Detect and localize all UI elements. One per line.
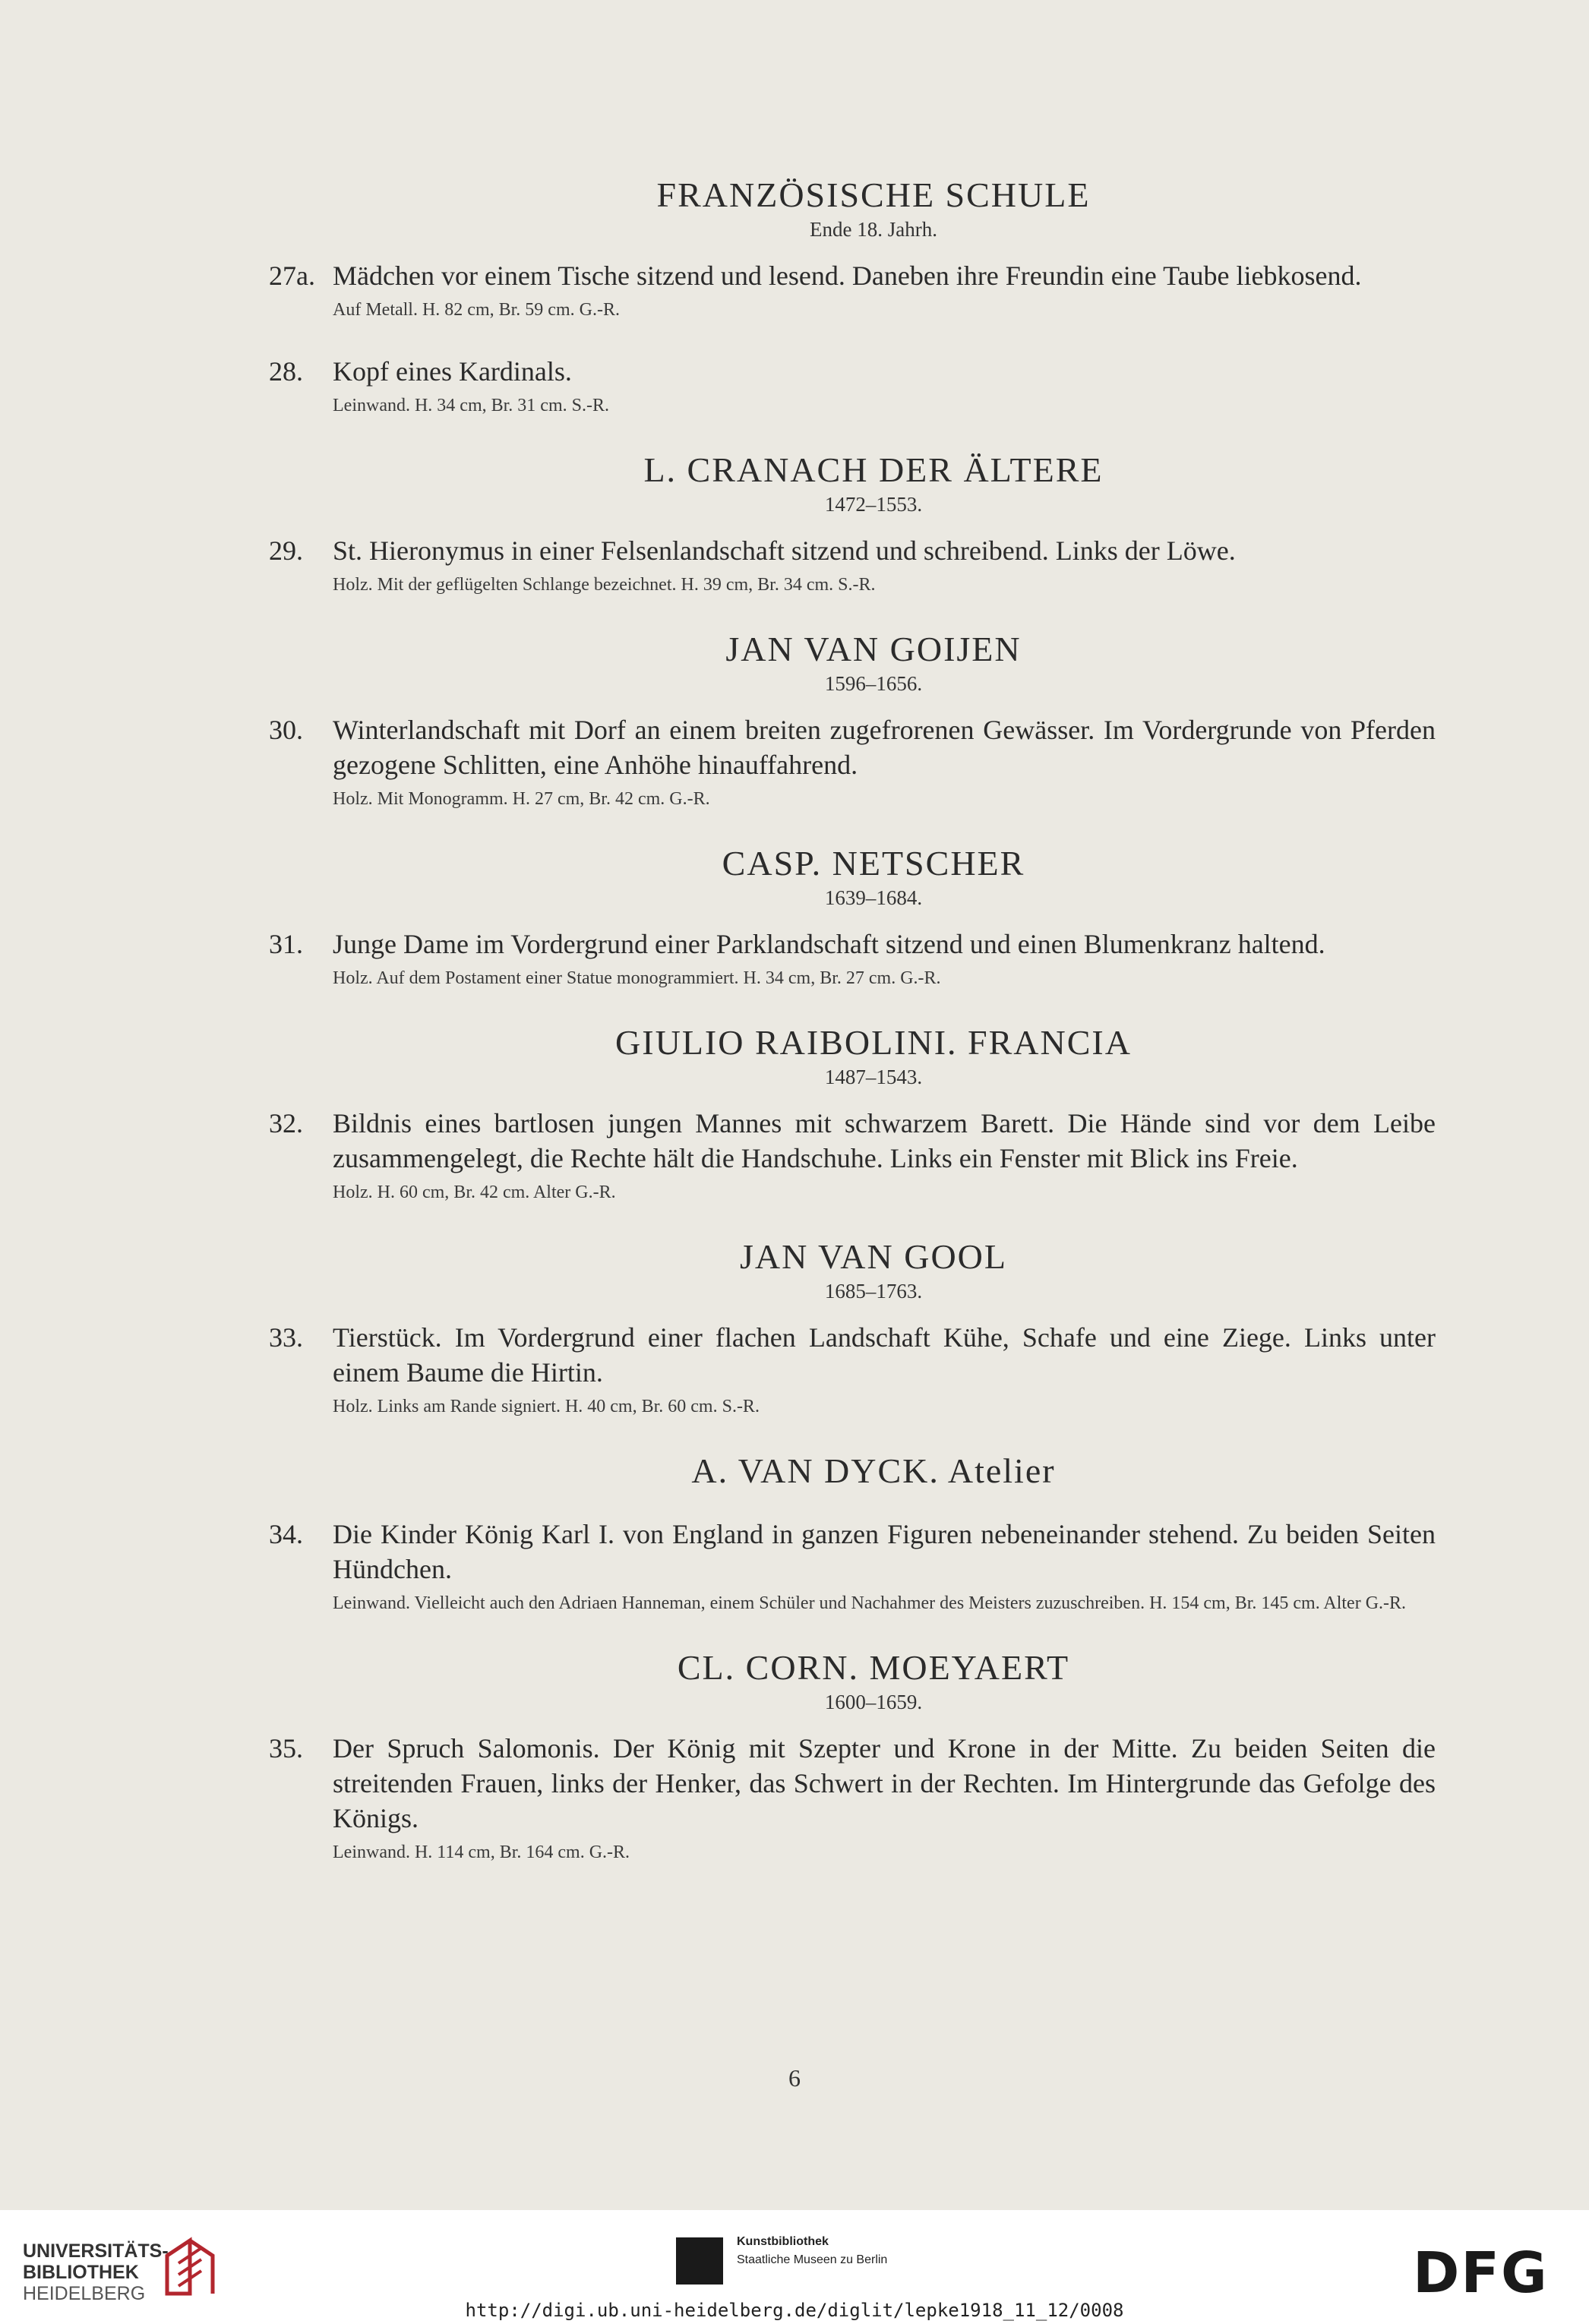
- artist-heading: JAN VAN GOIJEN: [725, 630, 1022, 668]
- footer-bar: [0, 2210, 1589, 2324]
- artist-dates: [311, 1494, 1436, 1500]
- entry-number: 35.: [269, 1733, 303, 1764]
- entry-title: Bildnis eines bartlosen jungen Mannes mit schwarzem Barett. Die Hände sind vor dem Leibe zusammengelegt, die Rechte hält die Handschuhe. Links ein Fenster mit Blick ins Freie.: [333, 1108, 1436, 1173]
- artist-dates: 1472–1553.: [824, 493, 923, 516]
- dfg-logo: DFG: [1413, 2240, 1549, 2306]
- ub-line-3: HEIDELBERG: [23, 2283, 146, 2304]
- entry-title: Mädchen vor einem Tische sitzend und lesend. Daneben ihre Freundin eine Taube liebkosend.: [333, 261, 1362, 291]
- entry-number: 29.: [269, 535, 303, 566]
- catalog-section: [269, 1022, 1436, 1205]
- artist-heading: L. CRANACH DER ÄLTERE: [643, 450, 1104, 489]
- ub-heidelberg-label: [23, 2240, 169, 2304]
- entry-number: 31.: [269, 929, 303, 959]
- artist-heading: JAN VAN GOOL: [740, 1237, 1007, 1276]
- catalog-entry: [269, 354, 1436, 418]
- entry-title: Junge Dame im Vordergrund einer Parklandschaft sitzend und einen Blumenkranz haltend.: [333, 929, 1325, 959]
- catalog-entry: [269, 533, 1436, 597]
- ub-line-1: UNIVERSITÄTS-: [23, 2240, 169, 2262]
- artist-heading: A. VAN DYCK. Atelier: [691, 1451, 1056, 1490]
- ub-heidelberg-logo-icon: [160, 2233, 220, 2301]
- catalog-section: [269, 450, 1436, 597]
- artist-dates: 1685–1763.: [824, 1280, 923, 1303]
- artist-heading: CL. CORN. MOEYAERT: [677, 1648, 1070, 1687]
- catalog-section: [269, 175, 1436, 418]
- catalog-content: [269, 175, 1436, 1896]
- artist-heading: GIULIO RAIBOLINI. FRANCIA: [615, 1023, 1132, 1062]
- artist-heading: CASP. NETSCHER: [722, 844, 1025, 883]
- source-url[interactable]: http://digi.ub.uni-heidelberg.de/diglit/lepke1918_11_12/0008: [465, 2300, 1124, 2321]
- entry-details: Leinwand. H. 114 cm, Br. 164 cm. G.-R.: [333, 1842, 630, 1862]
- catalog-entry: [269, 1731, 1436, 1865]
- catalog-section: [269, 1647, 1436, 1865]
- entry-title: Winterlandschaft mit Dorf an einem breiten zugefrorenen Gewässer. Im Vordergrunde von Pferden gezogene Schlitten, eine Anhöhe hinauffahrend.: [333, 715, 1436, 780]
- entry-number: 28.: [269, 356, 303, 387]
- entry-details: Auf Metall. H. 82 cm, Br. 59 cm. G.-R.: [333, 300, 620, 320]
- catalog-section: [269, 843, 1436, 990]
- artist-dates: Ende 18. Jahrh.: [810, 218, 937, 241]
- entry-number: 30.: [269, 715, 303, 745]
- catalog-entry: [269, 712, 1436, 811]
- entry-details: Holz. Mit der geflügelten Schlange bezeichnet. H. 39 cm, Br. 34 cm. S.-R.: [333, 575, 876, 595]
- artist-dates: 1600–1659.: [824, 1691, 923, 1713]
- entry-details: Holz. Links am Rande signiert. H. 40 cm, Br. 60 cm. S.-R.: [333, 1397, 760, 1416]
- entry-details: Holz. Mit Monogramm. H. 27 cm, Br. 42 cm. G.-R.: [333, 789, 710, 809]
- catalog-section: [269, 1451, 1436, 1615]
- entry-number: 34.: [269, 1519, 303, 1549]
- catalog-entry: [269, 1106, 1436, 1205]
- entry-details: Leinwand. Vielleicht auch den Adriaen Hanneman, einem Schüler und Nachahmer des Meisters zuzuschreiben. H. 154 cm, Br. 145 cm. Alter G.-R.: [333, 1593, 1407, 1613]
- catalog-entry: [269, 927, 1436, 990]
- entry-title: Tierstück. Im Vordergrund einer flachen Landschaft Kühe, Schafe und eine Ziege. Links unter einem Baume die Hirtin.: [333, 1322, 1436, 1388]
- catalog-section: [269, 1236, 1436, 1419]
- entry-details: Holz. Auf dem Postament einer Statue monogrammiert. H. 34 cm, Br. 27 cm. G.-R.: [333, 968, 941, 988]
- entry-title: Die Kinder König Karl I. von England in ganzen Figuren nebeneinander stehend. Zu beiden Seiten Hündchen.: [333, 1519, 1436, 1584]
- kunstbibliothek-logo-icon: [676, 2237, 723, 2285]
- artist-heading: FRANZÖSISCHE SCHULE: [656, 175, 1091, 214]
- kb-subtitle: Staatliche Museen zu Berlin: [737, 2253, 888, 2266]
- artist-dates: 1596–1656.: [824, 672, 923, 695]
- entry-details: Holz. H. 60 cm, Br. 42 cm. Alter G.-R.: [333, 1183, 616, 1202]
- artist-dates: 1487–1543.: [824, 1066, 923, 1088]
- entry-title: Kopf eines Kardinals.: [333, 356, 572, 387]
- entry-number: 32.: [269, 1108, 303, 1138]
- artist-dates: 1639–1684.: [824, 886, 923, 909]
- entry-number: 33.: [269, 1322, 303, 1353]
- entry-number: 27a.: [269, 261, 315, 291]
- catalog-section: [269, 629, 1436, 811]
- ub-line-2: BIBLIOTHEK: [23, 2262, 139, 2283]
- entry-title: St. Hieronymus in einer Felsenlandschaft sitzend und schreibend. Links der Löwe.: [333, 535, 1236, 566]
- page-number: 6: [788, 2064, 801, 2092]
- catalog-entry: [269, 1320, 1436, 1419]
- catalog-entry: [269, 258, 1436, 322]
- catalog-entry: [269, 1517, 1436, 1615]
- kb-title: Kunstbibliothek: [737, 2235, 829, 2248]
- entry-title: Der Spruch Salomonis. Der König mit Szepter und Krone in der Mitte. Zu beiden Seiten die streitenden Frauen, links der Henker, das Schwert in der Rechten. Im Hintergrunde das Gefolge des Königs.: [333, 1733, 1436, 1833]
- entry-details: Leinwand. H. 34 cm, Br. 31 cm. S.-R.: [333, 396, 609, 415]
